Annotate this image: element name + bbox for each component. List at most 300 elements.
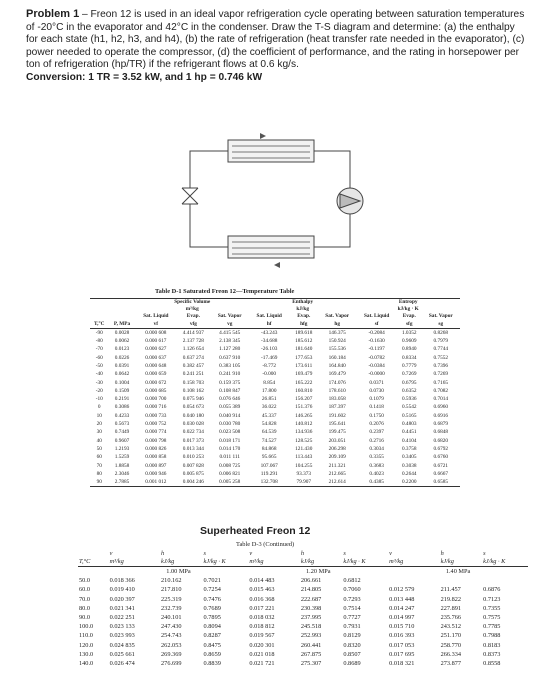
- table-cell: 0.021 721: [249, 660, 275, 668]
- table-cell: 0.023 508: [219, 429, 241, 436]
- table-cell: 84.868: [261, 445, 277, 452]
- table-cell: 0.2200: [401, 479, 417, 486]
- table-cell: 0.7293: [343, 595, 361, 603]
- table-cell: 219.822: [440, 595, 462, 603]
- table-cell: 0.019 567: [249, 632, 275, 640]
- table-cell: 195.641: [328, 421, 346, 428]
- column-label: Sat. Liquid: [363, 313, 390, 320]
- table-cell: 237.995: [300, 614, 322, 622]
- column-label: Evap.: [297, 313, 311, 320]
- table-cell: 0.6760: [433, 454, 449, 461]
- table-cell: 74.527: [261, 437, 277, 444]
- table-row: [90, 370, 460, 378]
- table-cell: 0.1750: [369, 412, 384, 419]
- table-cell: 0.015 710: [389, 623, 415, 631]
- table-cell: 0.017 695: [389, 650, 415, 658]
- unit-specific-volume: m³/kg: [185, 306, 199, 313]
- table-cell: 0.8334: [401, 354, 417, 361]
- table-cell: 212.665: [328, 470, 346, 477]
- table-cell: 0.000 826: [145, 445, 167, 452]
- table-cell: 0.026 474: [109, 660, 135, 668]
- column-symbol: h: [300, 550, 304, 557]
- column-unit: kJ/kg · K: [343, 558, 366, 565]
- table-cell: 0.017 221: [249, 604, 275, 612]
- table-cell: 93.373: [296, 470, 312, 477]
- table-cell: 0.005 875: [182, 470, 204, 477]
- column-label: Sat. Liquid: [256, 313, 282, 320]
- column-symbol: s: [203, 550, 206, 557]
- table-cell: 0.000 716: [145, 404, 167, 411]
- table-cell: 0.6960: [433, 404, 449, 411]
- table-cell: 0.055 389: [219, 404, 241, 411]
- table-row: [78, 622, 528, 631]
- table-cell: 0.8507: [343, 650, 361, 658]
- table-cell: 0.3034: [369, 445, 384, 452]
- table-cell: 0.6792: [433, 445, 449, 452]
- column-symbol: sf: [374, 320, 379, 327]
- table-cell: 70: [96, 462, 102, 469]
- table-cell: 0.7476: [203, 595, 221, 603]
- column-label: Sat. Vapor: [325, 313, 350, 320]
- table-cell: 0.7552: [433, 354, 449, 361]
- table-cell: 0.7082: [433, 387, 449, 394]
- column-symbol: P, MPa: [113, 320, 131, 327]
- table-cell: 0.108 847: [219, 387, 241, 394]
- table-cell: 0.6585: [433, 479, 449, 486]
- table-cell: 0.000 946: [145, 470, 167, 477]
- table-cell: 0.5165: [401, 412, 417, 419]
- table-cell: 227.891: [440, 604, 462, 612]
- table-cell: 203.051: [328, 437, 346, 444]
- table-cell: 0.0730: [369, 387, 384, 394]
- table-cell: -20: [95, 387, 103, 394]
- table-cell: 0.158 703: [182, 379, 204, 386]
- table-cell: 0.2191: [114, 396, 130, 403]
- table-cell: 0.3086: [114, 404, 130, 411]
- column-unit: T,°C: [79, 558, 91, 565]
- problem-text: – Freon 12 is used in an ideal vapor refrigeration cycle operating between saturation temperatures of -20°C in the evaporator and 42°C in the condenser. Draw the T-S diagram and determine: (a) the enthalpy for each state (h1, h2, h3, and h4), (b) the rate of refrigeration (heat transfer rate needed in the evaporator), (c) power needed to operate the compressor, (d) the coefficient of performance, and the rating in horsepower per ton of refrigeration (hp/TR) if the refrigerant flows at 0.6 kg/s.: [26, 9, 525, 71]
- table-cell: -50: [95, 363, 103, 369]
- column-symbol: hg: [334, 320, 340, 327]
- table-cell: 0.011 111: [219, 454, 241, 461]
- table-cell: 2.3046: [114, 470, 130, 477]
- table-cell: 119.291: [260, 470, 278, 477]
- table-cell: 243.512: [440, 623, 462, 631]
- table-cell: -34.688: [261, 338, 278, 345]
- table-cell: 0.8268: [433, 329, 449, 336]
- column-symbol: h: [440, 550, 444, 557]
- table-cell: 245.518: [300, 623, 322, 631]
- refrigeration-cycle-diagram: [150, 128, 390, 278]
- table-cell: 0.014 247: [389, 604, 415, 612]
- table-row: [90, 445, 460, 453]
- problem-title: Problem 1: [26, 8, 80, 20]
- table-cell: 0.8320: [343, 641, 361, 649]
- table-cell: 0.7165: [433, 379, 449, 386]
- table-cell: 0.5936: [401, 396, 417, 403]
- table-cell: 160.810: [295, 387, 313, 394]
- table-cell: 174.076: [328, 379, 346, 386]
- table-cell: 0.8287: [203, 632, 221, 640]
- table-row: [78, 659, 528, 668]
- table-cell: 0.7931: [343, 623, 361, 631]
- table-cell: -0.2084: [368, 329, 385, 336]
- table-cell: 181.640: [295, 346, 313, 353]
- table-cell: 0.7269: [401, 371, 417, 378]
- table-cell: 20: [96, 421, 102, 428]
- table-cell: 0.0642: [114, 371, 130, 378]
- table-cell: 0.017 373: [182, 437, 204, 444]
- table-cell: 0.2644: [401, 470, 417, 477]
- table-cell: 262.053: [161, 641, 182, 649]
- table-cell: 0.030 028: [182, 421, 204, 428]
- table-cell: 0.014 170: [219, 445, 241, 452]
- table-cell: -0.0000: [368, 371, 385, 378]
- table-cell: 156.207: [295, 396, 313, 403]
- table-cell: 189.618: [295, 329, 313, 336]
- superheated-freon-table: [78, 550, 528, 668]
- table-cell: 0.025 661: [109, 650, 135, 658]
- column-symbol: vfg: [189, 320, 197, 327]
- table-cell: 0.1004: [114, 379, 130, 386]
- table-cell: 252.993: [300, 632, 322, 640]
- table-cell: 251.170: [440, 632, 462, 640]
- table-cell: 0.0226: [114, 354, 130, 361]
- table-cell: 212.614: [328, 479, 346, 486]
- table-cell: 0.000 617: [145, 338, 167, 345]
- table-cell: 0.016 368: [249, 595, 275, 603]
- table-cell: 95.665: [261, 454, 277, 461]
- table-row: [78, 595, 528, 604]
- table-cell: 211.457: [440, 586, 461, 594]
- table-cell: 0.7895: [203, 614, 221, 622]
- table-row: [90, 470, 460, 478]
- pressure-1-40: 1.40 MPa: [445, 568, 471, 575]
- column-symbol: vf: [153, 320, 159, 327]
- column-label: Sat. Liquid: [143, 313, 169, 320]
- table-cell: 0.004 246: [182, 479, 204, 486]
- table-cell: 70.0: [79, 595, 91, 603]
- column-symbol: sfg: [406, 320, 413, 327]
- table-cell: 0.000 672: [145, 379, 167, 386]
- table-row: [90, 453, 460, 461]
- unit-entropy: kJ/kg · K: [397, 306, 419, 313]
- table-cell: 0.7988: [483, 632, 501, 640]
- table-cell: 17.800: [261, 387, 277, 394]
- column-unit: kJ/kg: [440, 558, 454, 565]
- table-cell: 113.443: [295, 454, 313, 461]
- table-cell: 0.9609: [401, 338, 417, 345]
- table-cell: 0.022 251: [109, 614, 135, 622]
- column-symbol: s: [343, 550, 346, 557]
- table-cell: 0.4023: [369, 470, 384, 477]
- table-cell: -0.0384: [368, 363, 385, 369]
- table-cell: 276.699: [161, 660, 182, 668]
- table-cell: 232.739: [161, 604, 182, 612]
- table-cell: -0.0782: [368, 354, 385, 361]
- column-unit: m³/kg: [249, 558, 264, 565]
- column-symbol: v: [389, 550, 392, 557]
- table-cell: 1.126 654: [182, 346, 204, 353]
- table-cell: 0.014 483: [249, 577, 275, 585]
- table-cell: 0.075 946: [182, 396, 204, 403]
- table-cell: 1.2193: [114, 445, 130, 452]
- table-cell: 0.000 627: [145, 346, 167, 353]
- table-cell: 0.4451: [401, 429, 417, 436]
- table-cell: 0.000 659: [145, 371, 167, 378]
- table-cell: 0.3405: [401, 454, 417, 461]
- table-cell: 146.375: [328, 329, 346, 336]
- table-cell: 60: [96, 454, 102, 461]
- table-cell: 247.430: [161, 623, 182, 631]
- table-cell: 0.7514: [343, 604, 361, 612]
- table-cell: 0.1079: [369, 396, 384, 403]
- table-row: [78, 631, 528, 640]
- table-cell: 199.475: [328, 429, 346, 436]
- table-cell: 146.265: [295, 412, 313, 419]
- problem-statement: [26, 8, 526, 85]
- table-cell: 2.137 728: [182, 338, 204, 345]
- table-cell: 0.012 579: [389, 586, 415, 594]
- table-cell: 254.743: [161, 632, 182, 640]
- table-cell: 50: [96, 445, 102, 452]
- table-cell: 0.7396: [433, 363, 449, 369]
- column-symbol: v: [109, 550, 113, 557]
- table-cell: 0.241 910: [219, 371, 241, 378]
- table-cell: 0.241 251: [182, 371, 204, 378]
- table-cell: 0.022 734: [182, 429, 204, 436]
- table-cell: 1.0352: [401, 329, 417, 336]
- table-row: [90, 337, 460, 345]
- table-cell: 0.7979: [433, 338, 449, 345]
- table-row: [90, 328, 460, 337]
- table-cell: 0.020 397: [109, 595, 135, 603]
- table-row: [78, 585, 528, 594]
- table-cell: 130.0: [79, 650, 94, 658]
- table-cell: 0.6667: [433, 470, 449, 477]
- column-symbol: T,°C: [94, 320, 105, 327]
- table-cell: 140.0: [79, 660, 94, 668]
- group-specific-volume: Specific Volume: [174, 299, 211, 305]
- table-cell: 275.307: [300, 660, 322, 668]
- table-row: [90, 437, 460, 445]
- table-cell: 0.2397: [369, 429, 384, 436]
- table-cell: 54.828: [261, 421, 277, 428]
- table-cell: 4.415 545: [219, 329, 241, 336]
- column-label: Sat. Vapor: [428, 313, 453, 320]
- table-row: [90, 379, 460, 387]
- table-cell: 0.6812: [343, 577, 361, 585]
- table-cell: 0.7575: [483, 614, 501, 622]
- table-cell: 0.3683: [369, 462, 384, 469]
- column-unit: kJ/kg · K: [483, 558, 506, 565]
- table-cell: 0.018 366: [109, 577, 135, 585]
- table-cell: 64.539: [261, 429, 277, 436]
- table-cell: 0.1509: [114, 387, 130, 394]
- table-cell: 206.661: [300, 577, 322, 585]
- table-cell: 0.2076: [369, 421, 384, 428]
- table-cell: 214.805: [300, 586, 322, 594]
- table-cell: 185.612: [295, 338, 313, 345]
- table-cell: 0.0062: [114, 338, 130, 345]
- table-cell: 0.054 673: [182, 404, 204, 411]
- table-cell: -0.000: [262, 371, 277, 378]
- table-cell: 40: [96, 437, 102, 444]
- pressure-1-20: 1.20 MPa: [306, 568, 331, 575]
- table-cell: 0.5673: [114, 421, 130, 428]
- table-cell: 107.067: [260, 462, 278, 469]
- table-row: [90, 362, 460, 370]
- table-cell: 132.708: [260, 479, 278, 486]
- table-cell: 0.4233: [114, 412, 130, 419]
- column-label: Evap.: [402, 313, 416, 320]
- table-cell: 173.611: [295, 363, 313, 369]
- table-cell: 0.7269: [433, 371, 449, 378]
- table-row: [90, 354, 460, 362]
- table-cell: 0.000 858: [145, 454, 167, 461]
- column-unit: kJ/kg: [300, 558, 315, 565]
- saturated-freon-table: [90, 298, 460, 487]
- table-cell: 120.0: [79, 641, 94, 649]
- unit-enthalpy: kJ/kg: [296, 306, 309, 313]
- table-row: [90, 420, 460, 428]
- table-cell: 0.6879: [433, 421, 449, 428]
- table-cell: 0.015 463: [249, 586, 275, 594]
- table-row: [90, 345, 460, 353]
- table-cell: 165.222: [295, 379, 313, 386]
- table-cell: 267.875: [300, 650, 322, 658]
- table-cell: 0.3038: [401, 462, 417, 469]
- table2-title: Table D-3 (Continued): [236, 541, 295, 548]
- table-cell: 0.5542: [401, 404, 417, 411]
- table-cell: 45.337: [261, 412, 277, 419]
- table-cell: 0.7785: [483, 623, 501, 631]
- table-cell: 0.8558: [483, 660, 501, 668]
- table-cell: 80.0: [79, 604, 91, 612]
- table-cell: 0.4803: [401, 421, 417, 428]
- table-cell: 26.851: [261, 396, 277, 403]
- column-symbol: s: [483, 550, 486, 557]
- table-cell: 150.924: [328, 338, 346, 345]
- table-cell: 217.810: [161, 586, 182, 594]
- table-cell: -0.1630: [368, 338, 385, 345]
- table-cell: -8.772: [262, 363, 277, 369]
- table-cell: 0.8129: [343, 632, 361, 640]
- table-cell: 183.058: [328, 396, 346, 403]
- table-cell: 0.000 774: [145, 429, 167, 436]
- table-cell: 260.441: [300, 641, 322, 649]
- table-cell: 0.000 648: [145, 363, 167, 369]
- table-cell: 0.7021: [203, 577, 221, 585]
- table-cell: 0.013 448: [389, 595, 415, 603]
- table-row: [78, 613, 528, 622]
- table-cell: 2.138 345: [219, 338, 241, 345]
- table-cell: 134.936: [295, 429, 313, 436]
- table-cell: 36.022: [261, 404, 277, 411]
- table-cell: -40: [95, 371, 103, 378]
- column-symbol: hfg: [300, 320, 308, 327]
- table-cell: 235.766: [440, 614, 462, 622]
- table-cell: 211.321: [328, 462, 346, 469]
- table-cell: 30: [96, 429, 102, 436]
- table-cell: 266.334: [440, 650, 462, 658]
- table-cell: 269.369: [161, 650, 182, 658]
- table-cell: 0.383 105: [219, 363, 241, 369]
- table-cell: 90: [96, 479, 102, 486]
- table-cell: 0.005 258: [219, 479, 241, 486]
- table-cell: -30: [95, 379, 103, 386]
- column-label: Evap.: [186, 313, 200, 320]
- table-cell: 0.010 253: [182, 454, 204, 461]
- table-cell: 0.000 637: [145, 354, 167, 361]
- table-cell: 240.101: [161, 614, 182, 622]
- table-cell: 0.018 171: [219, 437, 241, 444]
- table-cell: 0.8475: [203, 641, 221, 649]
- table-cell: 0.001 012: [145, 479, 167, 486]
- conversion-note: Conversion: 1 TR = 3.52 kW, and 1 hp = 0.746 kW: [26, 71, 263, 83]
- table-cell: 0.0371: [369, 379, 384, 386]
- table-cell: [388, 576, 439, 585]
- table-cell: 0.008 725: [219, 462, 241, 469]
- table-cell: 0.159 375: [219, 379, 241, 386]
- table-cell: 164.840: [328, 363, 346, 369]
- table-cell: 0.000 798: [145, 437, 167, 444]
- table-cell: 8.854: [263, 379, 276, 386]
- table-cell: 0: [97, 404, 101, 411]
- column-symbol: hf: [266, 320, 272, 327]
- table-cell: 0.8839: [203, 660, 221, 668]
- column-symbol: v: [249, 550, 253, 557]
- table-cell: 222.687: [300, 595, 322, 603]
- table-cell: 0.016 393: [389, 632, 415, 640]
- table-cell: 210.162: [161, 577, 182, 585]
- table-cell: 273.877: [440, 660, 462, 668]
- table-cell: 230.398: [300, 604, 322, 612]
- table-cell: 0.0028: [114, 329, 130, 336]
- table-row: [90, 412, 460, 420]
- table-cell: 0.024 835: [109, 641, 135, 649]
- table-cell: 177.653: [295, 354, 313, 361]
- table-cell: 160.184: [328, 354, 346, 361]
- table-cell: -0.1197: [368, 346, 385, 353]
- table-cell: 0.7727: [343, 614, 361, 622]
- table-cell: 191.602: [328, 412, 346, 419]
- table-cell: 0.007 828: [182, 462, 204, 469]
- table-cell: 0.7779: [401, 363, 417, 369]
- table-row: [90, 403, 460, 411]
- table-cell: [482, 576, 528, 585]
- table-cell: 0.7689: [203, 604, 221, 612]
- column-unit: kJ/kg · K: [203, 558, 226, 565]
- table-cell: 80: [96, 470, 102, 477]
- table-cell: 0.108 162: [182, 387, 204, 394]
- table-cell: 140.812: [295, 421, 313, 428]
- table-cell: -60: [95, 354, 103, 361]
- column-label: Sat. Vapor: [217, 313, 242, 320]
- table-cell: 0.6916: [433, 412, 449, 419]
- table-cell: 104.255: [295, 462, 313, 469]
- table-cell: -43.243: [261, 329, 278, 336]
- table-cell: 0.7744: [433, 346, 449, 353]
- table-cell: 0.4104: [401, 437, 417, 444]
- table-cell: 155.536: [328, 346, 346, 353]
- table-cell: 0.637 274: [182, 354, 204, 361]
- column-unit: kJ/kg: [161, 558, 175, 565]
- table-cell: 0.7449: [114, 429, 130, 436]
- table-row: [90, 387, 460, 395]
- table-cell: 1.5259: [114, 454, 130, 461]
- table-cell: -10: [95, 396, 103, 403]
